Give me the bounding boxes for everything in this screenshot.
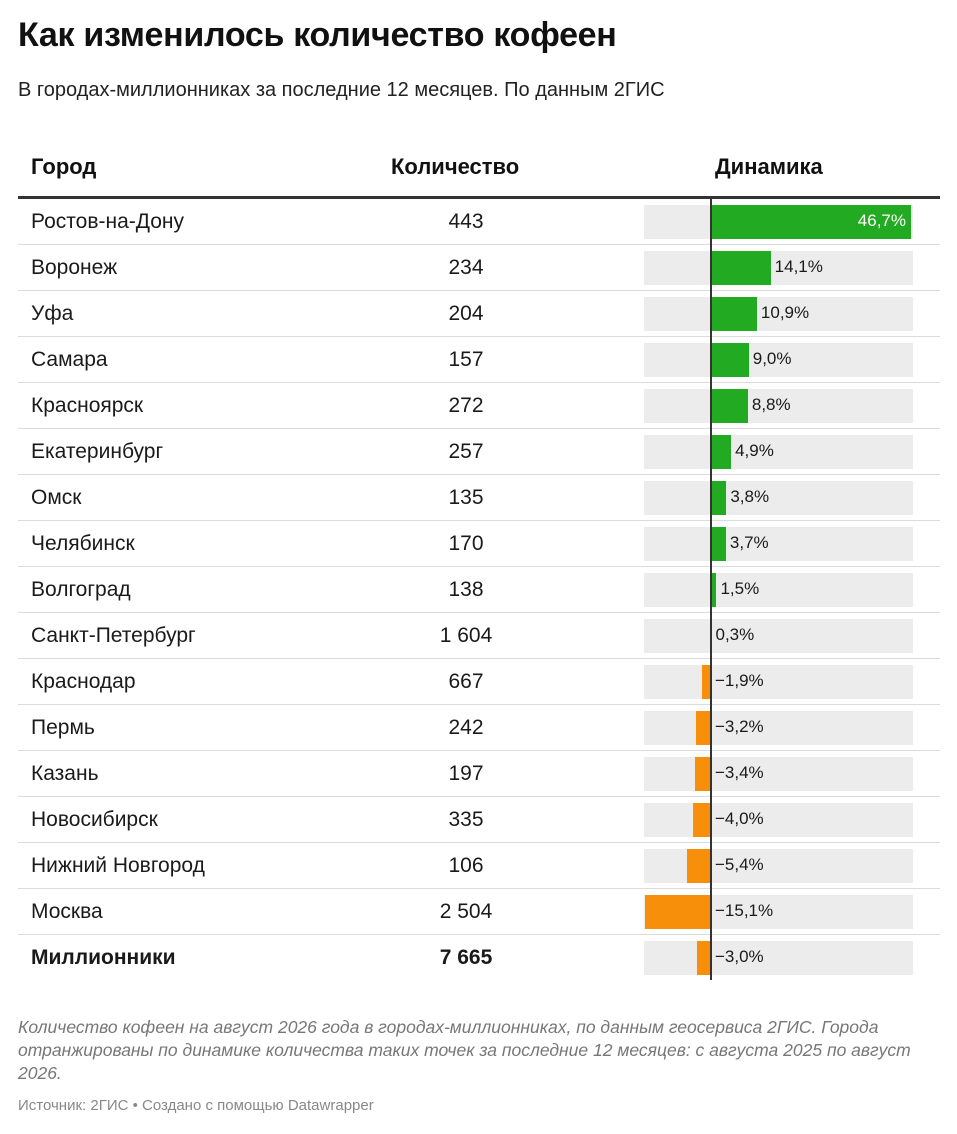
positive-change-bar [710, 389, 748, 423]
city-name: Воронеж [31, 256, 118, 279]
cafe-count: 157 [448, 348, 484, 371]
negative-change-bar [687, 849, 710, 883]
cafe-count: 1 604 [439, 624, 493, 647]
negative-change-bar [695, 757, 710, 791]
city-name: Миллионники [31, 946, 176, 969]
change-value-label: 46,7% [857, 211, 906, 230]
table-total-row [18, 935, 940, 980]
city-name: Ростов-на-Дону [31, 210, 184, 233]
change-value-label: −15,1% [715, 901, 774, 920]
bar-track [644, 941, 913, 975]
change-value-label: 0,3% [715, 625, 755, 644]
table-row [18, 521, 940, 567]
chart-subtitle: В городах-миллионниках за последние 12 месяцев. По данным 2ГИС [18, 79, 665, 101]
table-row [18, 705, 940, 751]
cafe-count: 170 [448, 532, 484, 555]
city-name: Челябинск [31, 532, 135, 555]
change-value-label: 3,7% [729, 533, 769, 552]
city-name: Санкт-Петербург [31, 624, 196, 647]
change-value-label: 1,5% [720, 579, 760, 598]
city-name: Красноярск [31, 394, 144, 417]
cafe-count: 7 665 [439, 946, 493, 969]
change-value-label: −3,4% [715, 763, 764, 782]
city-name: Волгоград [31, 578, 131, 601]
data-table [18, 138, 940, 980]
table-row [18, 199, 940, 245]
table-row [18, 291, 940, 337]
change-value-label: 9,0% [752, 349, 792, 368]
bar-track [644, 435, 913, 469]
table-row [18, 797, 940, 843]
change-value-label: −4,0% [715, 809, 764, 828]
bar-track [644, 803, 913, 837]
city-name: Казань [31, 762, 99, 785]
chart-notes: Количество кофеен на август 2026 года в городах-миллионниках, по данным геосервиса 2ГИС. Города отранжированы по динамике количества таких точек за последние 12 месяцев: с августа 2025 по август 2026. [18, 1017, 911, 1083]
cafe-count: 234 [448, 256, 484, 279]
positive-change-bar [710, 297, 757, 331]
cafe-count: 667 [448, 670, 484, 693]
cafe-count: 106 [448, 854, 484, 877]
negative-change-bar [697, 941, 710, 975]
city-name: Самара [31, 348, 108, 371]
negative-change-bar [693, 803, 710, 837]
table-row [18, 475, 940, 521]
city-name: Омск [31, 486, 82, 509]
table-row [18, 613, 940, 659]
table-row [18, 337, 940, 383]
change-value-label: 10,9% [760, 303, 810, 322]
positive-change-bar [710, 343, 749, 377]
table-row [18, 659, 940, 705]
change-value-label: −3,2% [715, 717, 764, 736]
chart-source: Источник: 2ГИС • Создано с помощью Datawrapper [18, 1097, 374, 1114]
city-name: Екатеринбург [31, 440, 164, 463]
bar-track [644, 849, 913, 883]
table-row [18, 429, 940, 475]
bar-track [644, 757, 913, 791]
table-row [18, 889, 940, 935]
chart-title: Как изменилось количество кофеен [18, 16, 617, 54]
bar-track [644, 665, 913, 699]
change-value-label: −5,4% [715, 855, 764, 874]
cafe-count: 138 [448, 578, 484, 601]
header-dynamics[interactable]: Динамика [715, 154, 823, 179]
cafe-count: 443 [448, 210, 484, 233]
city-name: Краснодар [31, 670, 136, 693]
positive-change-bar [710, 527, 726, 561]
positive-change-bar [710, 251, 771, 285]
table-body [18, 199, 940, 980]
city-name: Нижний Новгород [31, 854, 205, 877]
cafe-count: 335 [448, 808, 484, 831]
cafe-count: 204 [448, 302, 484, 325]
cafe-count: 135 [448, 486, 484, 509]
negative-change-bar [702, 665, 710, 699]
city-name: Уфа [31, 302, 74, 325]
cafe-count: 272 [448, 394, 484, 417]
table-header [18, 138, 940, 199]
negative-change-bar [696, 711, 710, 745]
table-row [18, 383, 940, 429]
table-row [18, 245, 940, 291]
bar-track [644, 573, 913, 607]
city-name: Пермь [31, 716, 95, 739]
table-row [18, 843, 940, 889]
positive-change-bar [710, 435, 731, 469]
bar-track [644, 527, 913, 561]
bar-track [644, 619, 913, 653]
zero-axis-line [710, 196, 712, 980]
header-count[interactable]: Количество [391, 154, 520, 179]
change-value-label: 4,9% [735, 441, 774, 460]
cafe-count: 2 504 [439, 900, 493, 923]
header-city[interactable]: Город [31, 154, 97, 179]
cafe-count: 197 [448, 762, 484, 785]
negative-change-bar [645, 895, 710, 929]
table-row [18, 567, 940, 613]
change-value-label: −1,9% [715, 671, 764, 690]
city-name: Москва [31, 900, 103, 923]
bar-track [644, 481, 913, 515]
table-row [18, 751, 940, 797]
change-value-label: −3,0% [715, 947, 764, 966]
change-value-label: 3,8% [730, 487, 770, 506]
city-name: Новосибирск [31, 808, 158, 831]
bar-track [644, 711, 913, 745]
change-value-label: 14,1% [774, 257, 823, 276]
positive-change-bar [710, 481, 726, 515]
change-value-label: 8,8% [751, 395, 791, 414]
cafe-count: 242 [448, 716, 484, 739]
cafe-count: 257 [448, 440, 484, 463]
